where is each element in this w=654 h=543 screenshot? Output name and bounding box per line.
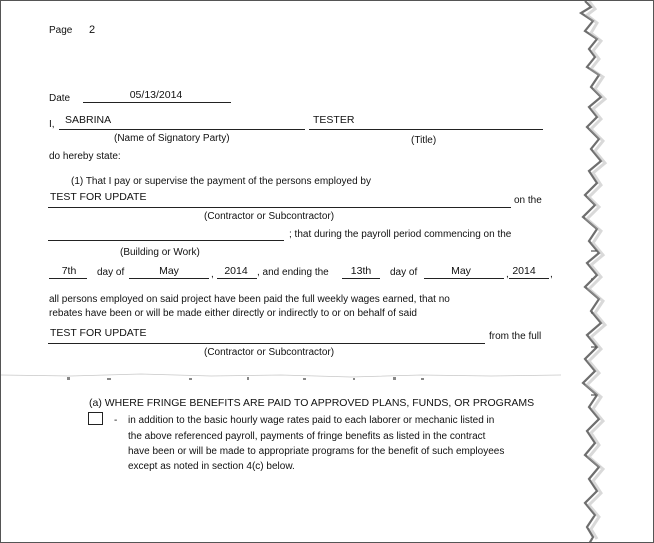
fringe-text-line-1: in addition to the basic hourly wage rates paid to each laborer or mechanic listed in <box>128 415 495 426</box>
building-underline[interactable] <box>48 240 284 241</box>
contractor-caption-1: (Contractor or Subcontractor) <box>204 211 335 222</box>
building-caption: (Building or Work) <box>120 247 200 258</box>
signatory-title-field[interactable]: TESTER <box>313 114 355 126</box>
page-number: 2 <box>89 24 96 36</box>
end-month-field[interactable]: May <box>451 265 471 277</box>
day-of-text-2: day of <box>390 267 418 278</box>
date-underline <box>83 102 231 103</box>
comma-3: , <box>550 269 553 280</box>
date-label: Date <box>49 93 71 104</box>
fringe-heading: (a) WHERE FRINGE BENEFITS ARE PAID TO APPROVED PLANS, FUNDS, OR PROGRAMS <box>89 397 535 409</box>
wages-text-line-2: rebates have been or will be made either directly or indirectly to or on behalf of said <box>49 308 417 319</box>
comma-1: , <box>211 269 214 280</box>
torn-strip <box>1 371 654 385</box>
end-day-underline <box>342 278 380 279</box>
contractor-field-2[interactable]: TEST FOR UPDATE <box>50 327 147 339</box>
start-month-field[interactable]: May <box>159 265 179 277</box>
start-month-underline <box>129 278 209 279</box>
start-day-underline <box>49 278 87 279</box>
end-month-underline <box>424 278 504 279</box>
title-caption: (Title) <box>411 135 437 146</box>
comma-2: , <box>506 269 509 280</box>
signatory-name-field[interactable]: SABRINA <box>65 114 112 126</box>
end-year-field[interactable]: 2014 <box>512 265 536 277</box>
name-underline <box>59 129 305 130</box>
date-field[interactable]: 05/13/2014 <box>129 89 183 101</box>
from-the-full-text: from the full <box>489 331 542 342</box>
day-of-text-1: day of <box>97 267 125 278</box>
fringe-checkbox[interactable] <box>88 412 103 425</box>
ending-the-text: , and ending the <box>257 267 329 278</box>
page-label: Page <box>49 25 73 36</box>
end-day-field[interactable]: 13th <box>350 265 372 277</box>
name-caption: (Name of Signatory Party) <box>114 133 230 144</box>
contractor-underline-2 <box>48 343 485 344</box>
wages-text-line-1: all persons employed on said project have been paid the full weekly wages earned, that no <box>49 294 450 305</box>
fringe-text-line-4: except as noted in section 4(c) below. <box>128 461 295 472</box>
hereby-state-text: do hereby state: <box>49 151 121 162</box>
contractor-field-1[interactable]: TEST FOR UPDATE <box>50 191 147 203</box>
fringe-dash: - <box>114 415 118 426</box>
title-underline <box>309 129 543 130</box>
start-day-field[interactable]: 7th <box>61 265 77 277</box>
on-the-text: on the <box>514 195 542 206</box>
fringe-text-line-3: have been or will be made to appropriate programs for the benefit of such employees <box>128 446 505 457</box>
contractor-caption-2: (Contractor or Subcontractor) <box>204 347 335 358</box>
start-year-underline <box>217 278 257 279</box>
fringe-text-line-2: the above referenced payroll, payments of fringe benefits as listed in the contract <box>128 431 486 442</box>
para1-intro-text: (1) That I pay or supervise the payment of the persons employed by <box>71 176 371 187</box>
payroll-period-text: ; that during the payroll period commencing on the <box>289 229 512 240</box>
start-year-field[interactable]: 2014 <box>224 265 248 277</box>
end-year-underline <box>509 278 549 279</box>
i-label: I, <box>49 119 55 130</box>
contractor-underline-1 <box>48 207 511 208</box>
torn-right-edge <box>561 1 654 543</box>
